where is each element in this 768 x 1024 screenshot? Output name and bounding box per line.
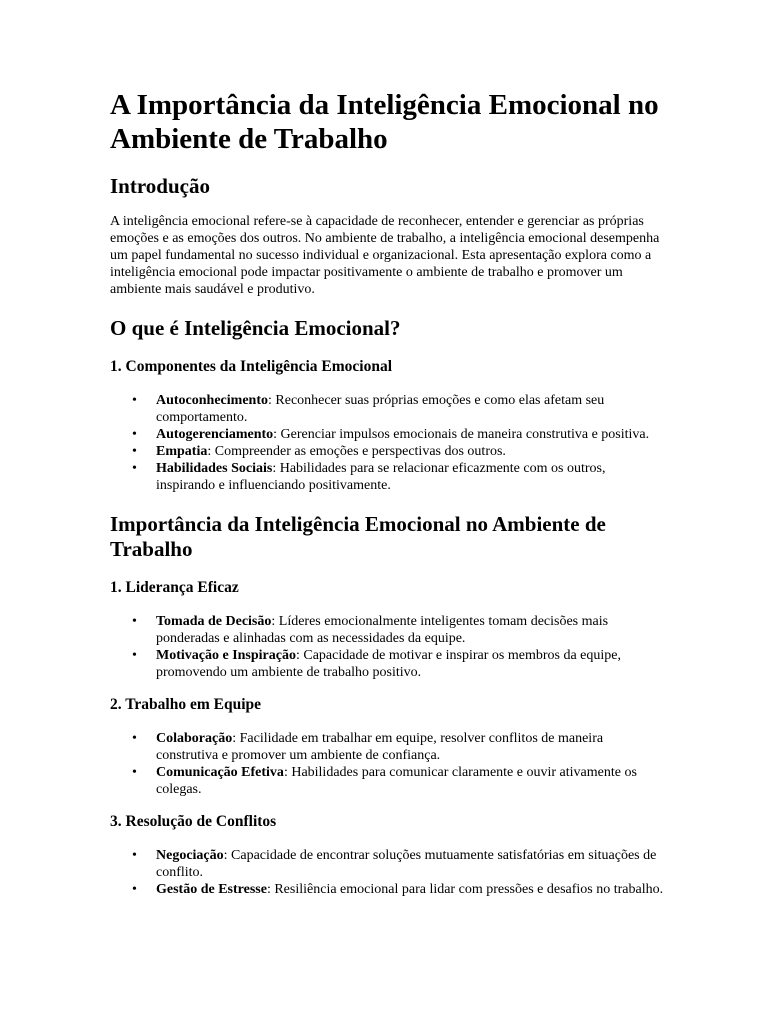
list-item: [156, 730, 668, 764]
item-term: Motivação e Inspiração: [156, 648, 296, 663]
list-item: [156, 460, 668, 494]
list-item: [156, 392, 668, 426]
item-term: Negociação: [156, 848, 224, 863]
conflict-list: [110, 847, 668, 898]
teamwork-list: [110, 730, 668, 798]
item-desc: : Capacidade de motivar e inspirar os membros da equipe, promovendo um ambiente de trabalho positivo.: [156, 648, 621, 680]
list-item: [156, 881, 668, 898]
item-desc: : Compreender as emoções e perspectivas dos outros.: [207, 444, 506, 459]
item-term: Habilidades Sociais: [156, 461, 273, 476]
item-desc: : Capacidade de encontrar soluções mutuamente satisfatórias em situações de conflito.: [156, 848, 657, 880]
item-desc: : Líderes emocionalmente inteligentes tomam decisões mais ponderadas e alinhadas com as necessidades da equipe.: [156, 614, 609, 646]
list-item: [156, 613, 668, 647]
item-desc: : Gerenciar impulsos emocionais de maneira construtiva e positiva.: [273, 427, 650, 442]
what-is-ei-heading: O que é Inteligência Emocional?: [110, 316, 401, 340]
components-subheading: 1. Componentes da Inteligência Emocional: [110, 358, 393, 375]
item-desc: : Habilidades para comunicar claramente e ouvir ativamente os colegas.: [156, 765, 637, 797]
intro-heading: Introdução: [110, 174, 210, 198]
document-title: A Importância da Inteligência Emocional no Ambiente de Trabalho: [110, 89, 659, 155]
conflict-subheading: 3. Resolução de Conflitos: [110, 813, 277, 830]
item-term: Tomada de Decisão: [156, 614, 272, 629]
item-desc: : Resiliência emocional para lidar com pressões e desafios no trabalho.: [266, 882, 664, 897]
leadership-list: [110, 613, 668, 681]
list-item: [156, 647, 668, 681]
item-term: Comunicação Efetiva: [156, 765, 284, 780]
importance-heading: Importância da Inteligência Emocional no Ambiente de Trabalho: [110, 512, 606, 561]
list-item: [156, 426, 668, 443]
teamwork-subheading: 2. Trabalho em Equipe: [110, 696, 262, 713]
list-item: [156, 847, 668, 881]
item-term: Autogerenciamento: [156, 427, 274, 442]
item-desc: : Reconhecer suas próprias emoções e como elas afetam seu comportamento.: [156, 393, 605, 425]
item-term: Autoconhecimento: [156, 393, 268, 408]
item-desc: : Facilidade em trabalhar em equipe, resolver conflitos de maneira construtiva e promover um ambiente de confiança.: [156, 731, 604, 763]
item-term: Empatia: [156, 444, 208, 459]
item-term: Gestão de Estresse: [156, 882, 267, 897]
intro-paragraph: A inteligência emocional refere-se à capacidade de reconhecer, entender e gerenciar as próprias emoções e as emoções dos outros. No ambiente de trabalho, a inteligência emocional desempenha um papel fundamental no sucesso individual e organizacional. Esta apresentação explora como a inteligência emocional pode impactar positivamente o ambiente de trabalho e promover um ambiente mais saudável e produtivo.: [110, 214, 660, 297]
leadership-subheading: 1. Liderança Eficaz: [110, 579, 239, 596]
list-item: [156, 443, 668, 460]
components-list: [110, 392, 668, 494]
item-desc: : Habilidades para se relacionar eficazmente com os outros, inspirando e influenciando positivamente.: [156, 461, 606, 493]
list-item: [156, 764, 668, 798]
item-term: Colaboração: [156, 731, 233, 746]
